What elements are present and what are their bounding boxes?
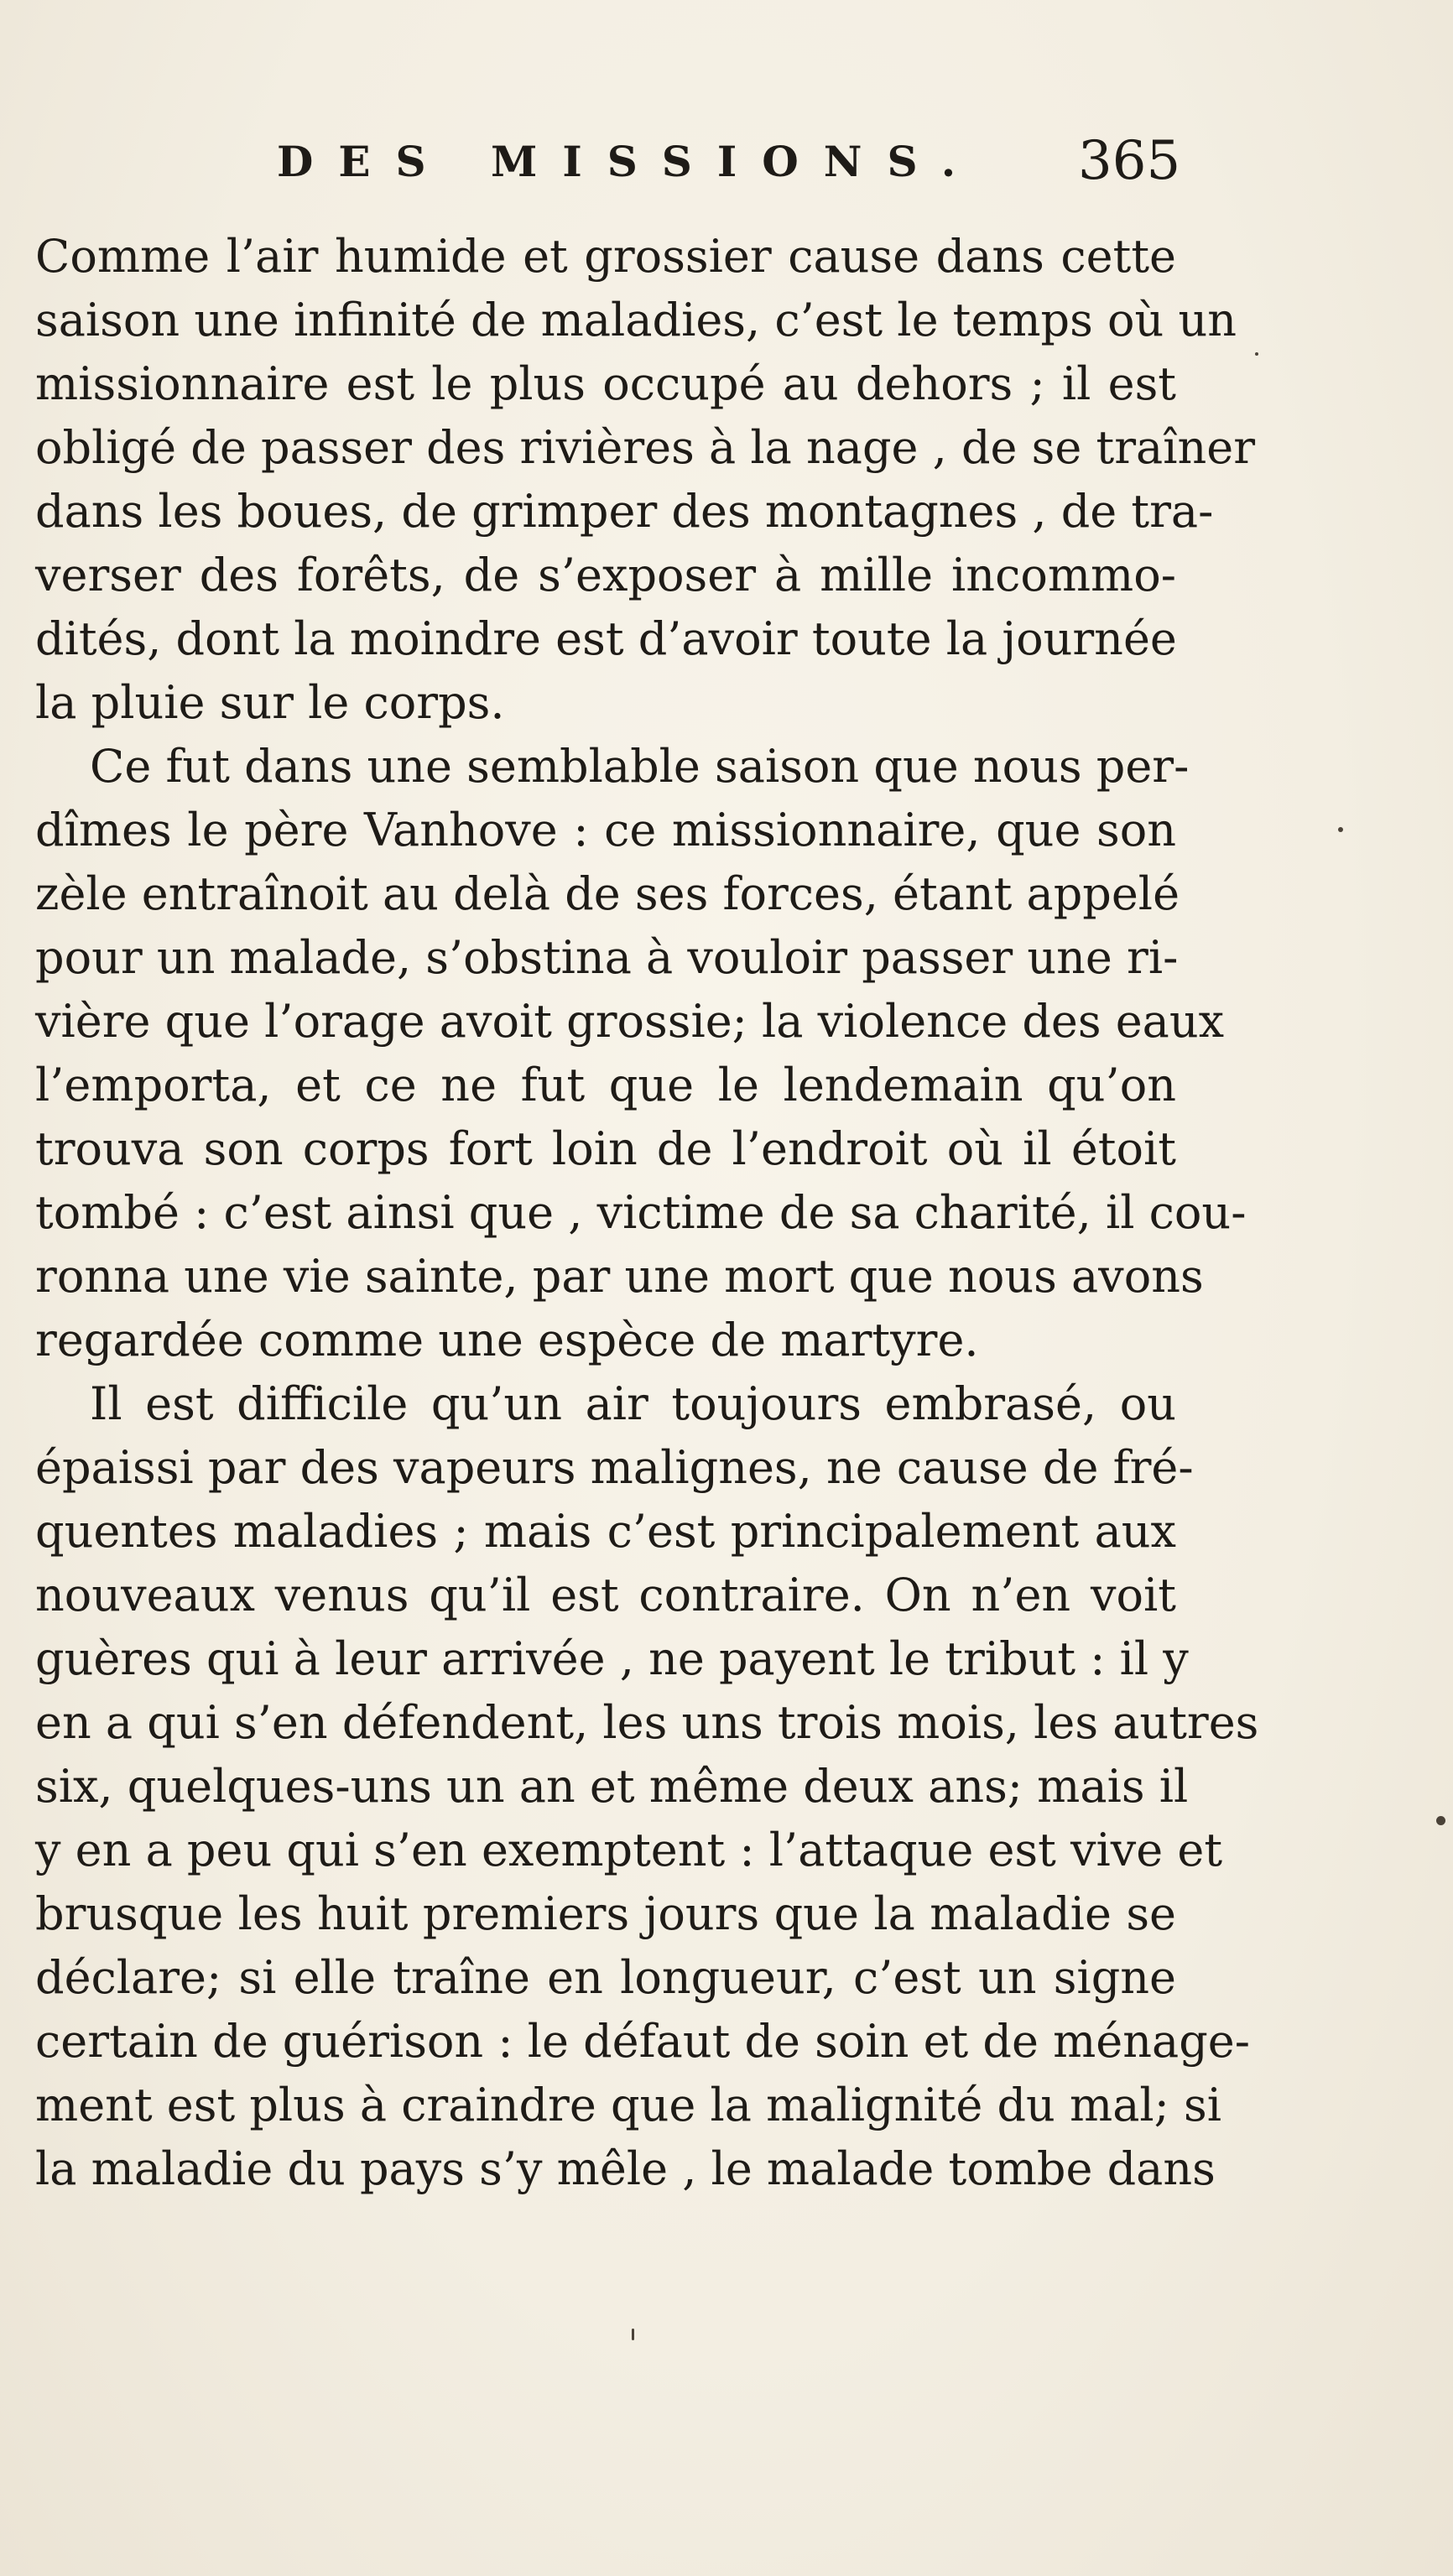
paper-speck bbox=[1436, 1816, 1445, 1825]
text-line: certain de guérison : le défaut de soin et de ménage- bbox=[35, 2015, 1251, 2068]
text-line: saison une infinité de maladies, c’est le temps où un bbox=[35, 294, 1237, 346]
text-line: ronna une vie sainte, par une mort que nous avons bbox=[35, 1250, 1204, 1303]
text-line: dîmes le père Vanhove : ce missionnaire, que son bbox=[35, 804, 1176, 856]
text-line: nouveaux venus qu’il est contraire. On n’en voit bbox=[35, 1569, 1176, 1621]
text-line: ment est plus à craindre que la malignité du mal; si bbox=[35, 2079, 1221, 2131]
paper-speck bbox=[632, 2329, 634, 2340]
body-text bbox=[35, 225, 1259, 2201]
text-line: dans les boues, de grimper des montagnes , de tra- bbox=[35, 485, 1214, 538]
text-line: Il est difficile qu’un air toujours embrasé, ou bbox=[90, 1377, 1176, 1430]
text-line: la pluie sur le corps. bbox=[35, 676, 505, 729]
text-line: guères qui à leur arrivée , ne payent le tribut : il y bbox=[35, 1632, 1189, 1685]
text-line: épaissi par des vapeurs malignes, ne cause de fré- bbox=[35, 1441, 1194, 1494]
text-line: six, quelques-uns un an et même deux ans; mais il bbox=[35, 1760, 1189, 1813]
text-line: pour un malade, s’obstina à vouloir passer une ri- bbox=[35, 931, 1179, 984]
text-line: dités, dont la moindre est d’avoir toute la journée bbox=[35, 612, 1177, 665]
text-line: la maladie du pays s’y mêle , le malade tombe dans bbox=[35, 2142, 1216, 2195]
text-line: obligé de passer des rivières à la nage , de se traîner bbox=[35, 421, 1256, 474]
text-line: zèle entraînoit au delà de ses forces, étant appelé bbox=[35, 867, 1180, 920]
running-head: DES MISSIONS. bbox=[277, 137, 982, 186]
text-line: déclare; si elle traîne en longueur, c’est un signe bbox=[35, 1951, 1176, 2004]
page-number: 365 bbox=[1078, 130, 1181, 192]
text-line: en a qui s’en défendent, les uns trois mois, les autres bbox=[35, 1696, 1259, 1749]
text-line: brusque les huit premiers jours que la maladie se bbox=[35, 1887, 1176, 1940]
text-line: y en a peu qui s’en exemptent : l’attaque est vive et bbox=[35, 1824, 1223, 1876]
text-line: vière que l’orage avoit grossie; la violence des eaux bbox=[35, 995, 1225, 1048]
text-line: tombé : c’est ainsi que , victime de sa charité, il cou- bbox=[35, 1186, 1247, 1239]
text-line: Ce fut dans une semblable saison que nous per- bbox=[90, 740, 1190, 793]
text-line: l’emporta, et ce ne fut que le lendemain qu’on bbox=[35, 1059, 1176, 1111]
text-line: quentes maladies ; mais c’est principalement aux bbox=[35, 1505, 1176, 1558]
paper-speck bbox=[1338, 827, 1343, 832]
text-line: verser des forêts, de s’exposer à mille incommo- bbox=[35, 549, 1176, 601]
paper-speck bbox=[1255, 352, 1258, 356]
text-line: trouva son corps fort loin de l’endroit où il étoit bbox=[35, 1122, 1176, 1175]
text-line: Comme l’air humide et grossier cause dans cette bbox=[35, 230, 1176, 283]
text-line: missionnaire est le plus occupé au dehors ; il est bbox=[35, 357, 1176, 410]
text-line: regardée comme une espèce de martyre. bbox=[35, 1314, 979, 1366]
